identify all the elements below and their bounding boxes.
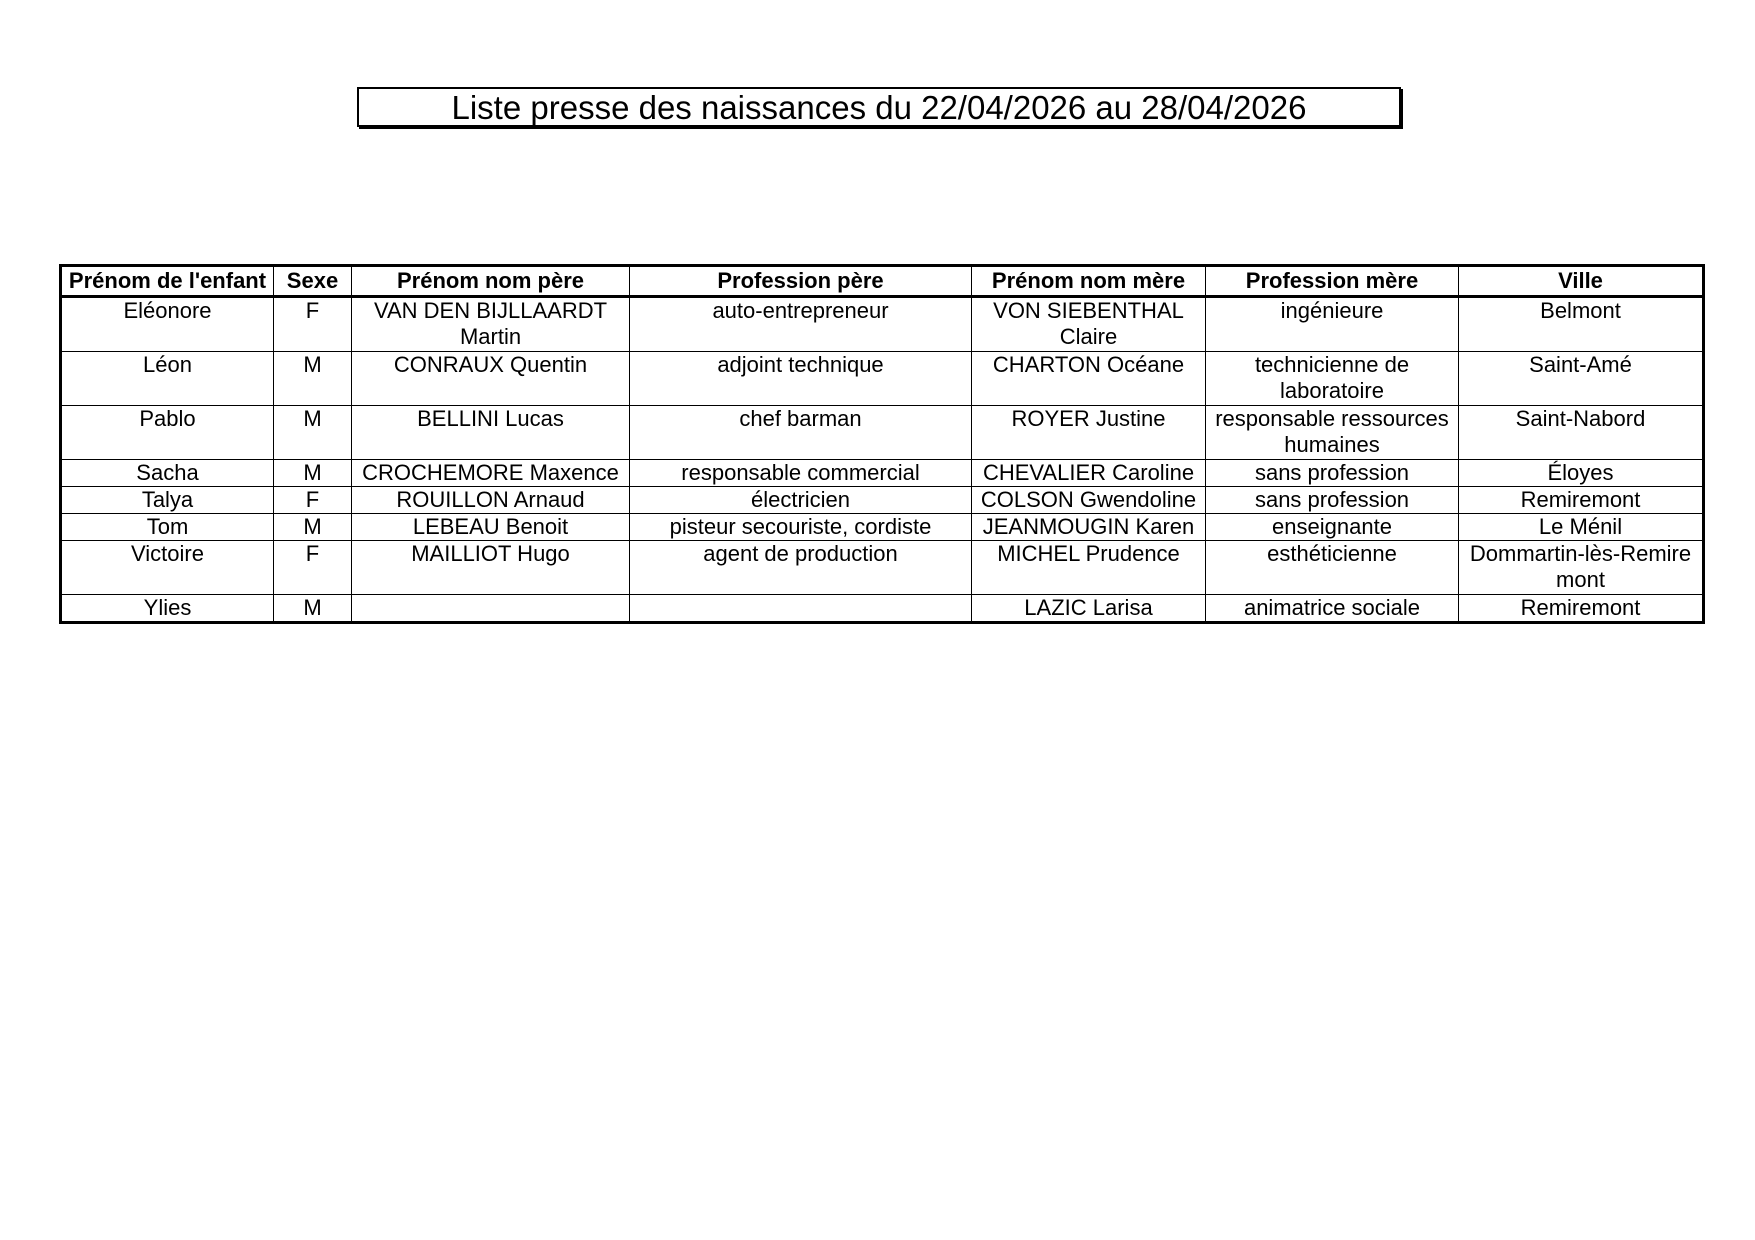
cell-profession-mere: technicienne de laboratoire <box>1206 352 1459 406</box>
cell-ville: Dommartin-lès-Remiremont <box>1459 541 1704 595</box>
cell-profession-mere: sans profession <box>1206 487 1459 514</box>
cell-pere <box>352 595 630 623</box>
table-row <box>61 406 1704 460</box>
cell-mere: JEANMOUGIN Karen <box>972 514 1206 541</box>
cell-ville: Saint-Nabord <box>1459 406 1704 460</box>
column-header-sexe: Sexe <box>274 266 352 297</box>
cell-mere: MICHEL Prudence <box>972 541 1206 595</box>
cell-ville: Remiremont <box>1459 595 1704 623</box>
cell-enfant: Tom <box>61 514 274 541</box>
page-title: Liste presse des naissances du 22/04/2026 au 28/04/2026 <box>357 87 1401 127</box>
cell-mere: ROYER Justine <box>972 406 1206 460</box>
cell-profession-mere: animatrice sociale <box>1206 595 1459 623</box>
column-header-prenom-nom-pere: Prénom nom père <box>352 266 630 297</box>
cell-profession-pere: électricien <box>630 487 972 514</box>
table-row <box>61 460 1704 487</box>
cell-enfant: Victoire <box>61 541 274 595</box>
cell-profession-mere: enseignante <box>1206 514 1459 541</box>
cell-mere: LAZIC Larisa <box>972 595 1206 623</box>
cell-sexe: F <box>274 487 352 514</box>
cell-pere: ROUILLON Arnaud <box>352 487 630 514</box>
cell-sexe: M <box>274 352 352 406</box>
cell-profession-pere: responsable commercial <box>630 460 972 487</box>
cell-profession-pere: agent de production <box>630 541 972 595</box>
table-body <box>61 297 1704 623</box>
cell-mere: COLSON Gwendoline <box>972 487 1206 514</box>
cell-profession-pere: auto-entrepreneur <box>630 297 972 352</box>
cell-ville: Belmont <box>1459 297 1704 352</box>
cell-profession-mere: ingénieure <box>1206 297 1459 352</box>
table-row <box>61 541 1704 595</box>
cell-ville: Saint-Amé <box>1459 352 1704 406</box>
cell-profession-pere: pisteur secouriste, cordiste <box>630 514 972 541</box>
cell-sexe: M <box>274 460 352 487</box>
cell-pere: BELLINI Lucas <box>352 406 630 460</box>
column-header-profession-mere: Profession mère <box>1206 266 1459 297</box>
cell-mere: CHEVALIER Caroline <box>972 460 1206 487</box>
column-header-profession-pere: Profession père <box>630 266 972 297</box>
table-row <box>61 352 1704 406</box>
cell-pere: CROCHEMORE Maxence <box>352 460 630 487</box>
cell-sexe: M <box>274 595 352 623</box>
cell-profession-mere: responsable ressources humaines <box>1206 406 1459 460</box>
cell-profession-mere: sans profession <box>1206 460 1459 487</box>
header-row <box>61 266 1704 297</box>
cell-ville: Le Ménil <box>1459 514 1704 541</box>
cell-sexe: F <box>274 297 352 352</box>
table-row <box>61 514 1704 541</box>
cell-enfant: Talya <box>61 487 274 514</box>
cell-enfant: Ylies <box>61 595 274 623</box>
table-row <box>61 595 1704 623</box>
cell-profession-pere: adjoint technique <box>630 352 972 406</box>
cell-pere: VAN DEN BIJLLAARDT Martin <box>352 297 630 352</box>
table-row <box>61 297 1704 352</box>
cell-enfant: Sacha <box>61 460 274 487</box>
cell-pere: LEBEAU Benoit <box>352 514 630 541</box>
table-header <box>61 266 1704 297</box>
cell-enfant: Eléonore <box>61 297 274 352</box>
cell-profession-pere <box>630 595 972 623</box>
column-header-prenom-nom-mere: Prénom nom mère <box>972 266 1206 297</box>
cell-enfant: Pablo <box>61 406 274 460</box>
cell-sexe: F <box>274 541 352 595</box>
cell-sexe: M <box>274 406 352 460</box>
cell-profession-mere: esthéticienne <box>1206 541 1459 595</box>
table-row <box>61 487 1704 514</box>
cell-mere: VON SIEBENTHAL Claire <box>972 297 1206 352</box>
births-table <box>59 264 1705 624</box>
cell-sexe: M <box>274 514 352 541</box>
column-header-ville: Ville <box>1459 266 1704 297</box>
cell-pere: MAILLIOT Hugo <box>352 541 630 595</box>
cell-enfant: Léon <box>61 352 274 406</box>
cell-ville: Éloyes <box>1459 460 1704 487</box>
cell-pere: CONRAUX Quentin <box>352 352 630 406</box>
cell-profession-pere: chef barman <box>630 406 972 460</box>
column-header-prenom-enfant: Prénom de l'enfant <box>61 266 274 297</box>
cell-ville: Remiremont <box>1459 487 1704 514</box>
cell-mere: CHARTON Océane <box>972 352 1206 406</box>
